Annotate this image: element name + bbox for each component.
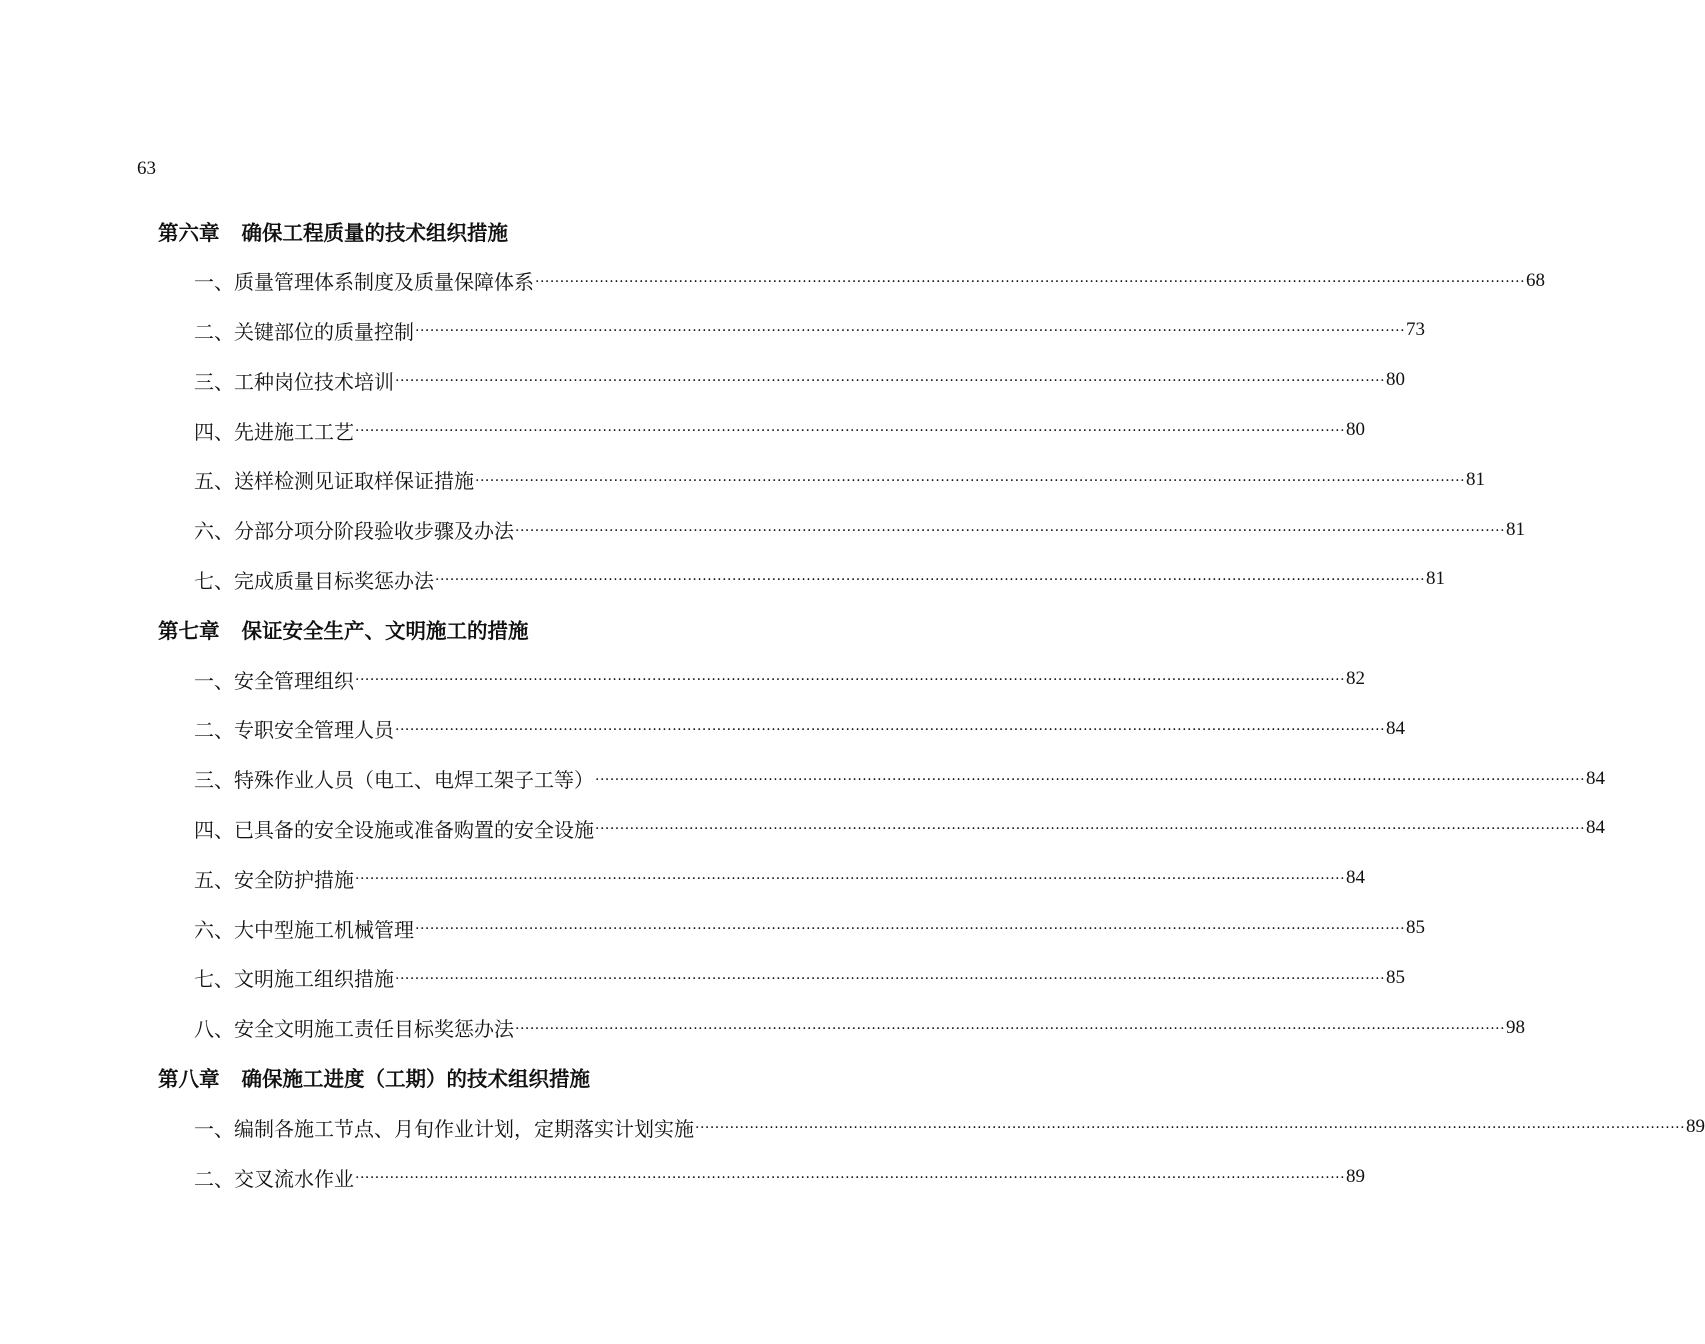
toc-entry-page: 80 — [1346, 419, 1366, 441]
toc-entry[interactable] — [158, 505, 1526, 555]
toc-entry[interactable] — [158, 654, 1366, 704]
dot-leader: ········································································································································································································ — [435, 572, 1426, 589]
toc-entry[interactable] — [158, 853, 1366, 903]
toc-entry[interactable] — [158, 355, 1406, 405]
dot-leader: ········································································································································································································ — [355, 672, 1346, 689]
dot-leader: ········································································································································································································ — [595, 771, 1586, 788]
toc-entry-label: 三、工种岗位技术培训 — [194, 369, 394, 394]
toc-entry[interactable] — [158, 256, 1546, 306]
toc-entry-label: 四、已具备的安全设施或准备购置的安全设施 — [194, 817, 594, 842]
toc-entry-label: 六、大中型施工机械管理 — [194, 917, 414, 942]
toc-entry-page: 85 — [1386, 966, 1406, 988]
chapter-heading[interactable] — [158, 1053, 820, 1103]
page-number: 63 — [137, 158, 156, 179]
toc-entry-label: 二、专职安全管理人员 — [194, 718, 394, 743]
chapter-title: 保证安全生产、文明施工的措施 — [241, 619, 529, 644]
toc-entry[interactable] — [158, 704, 1406, 754]
dot-leader: ········································································································································································································ — [355, 1170, 1346, 1187]
chapter-title: 确保施工进度（工期）的技术组织措施 — [241, 1067, 590, 1092]
dot-leader: ········································································································································································································ — [415, 921, 1406, 938]
toc-entry[interactable] — [158, 555, 1446, 605]
toc-entry[interactable] — [158, 903, 1426, 953]
toc-entry-page: 73 — [1406, 319, 1426, 341]
dot-leader: ········································································································································································································ — [415, 323, 1406, 340]
dot-leader: ········································································································································································································ — [515, 522, 1506, 539]
toc-entry[interactable] — [158, 1152, 1366, 1202]
toc-entry-page: 81 — [1426, 568, 1446, 590]
toc-entry-label: 一、编制各施工节点、月旬作业计划，定期落实计划实施 — [194, 1116, 694, 1141]
toc-entry[interactable] — [158, 953, 1406, 1003]
toc-entry-page: 84 — [1346, 867, 1366, 889]
dot-leader: ········································································································································································································ — [695, 1120, 1686, 1137]
toc-entry[interactable] — [158, 1003, 1526, 1053]
toc-entry[interactable] — [158, 306, 1426, 356]
toc-entry-page: 81 — [1466, 468, 1486, 490]
toc-entry-page: 89 — [1686, 1116, 1705, 1138]
dot-leader: ········································································································································································································ — [355, 871, 1346, 888]
chapter-number: 第七章 — [158, 619, 220, 644]
toc-entry[interactable] — [158, 1102, 1705, 1152]
toc-entry-label: 一、质量管理体系制度及质量保障体系 — [194, 270, 534, 295]
toc-entry-page: 98 — [1506, 1016, 1526, 1038]
table-of-contents — [158, 206, 1705, 1202]
toc-entry-page: 68 — [1526, 269, 1546, 291]
toc-entry[interactable] — [158, 804, 1606, 854]
dot-leader: ········································································································································································································ — [515, 1020, 1506, 1037]
chapter-heading[interactable] — [158, 206, 820, 256]
toc-entry-page: 80 — [1386, 369, 1406, 391]
chapter-heading[interactable] — [158, 604, 820, 654]
toc-entry-label: 八、安全文明施工责任目标奖惩办法 — [194, 1017, 514, 1042]
dot-leader: ········································································································································································································ — [395, 970, 1386, 987]
toc-entry[interactable] — [158, 455, 1486, 505]
toc-entry-label: 二、交叉流水作业 — [194, 1166, 354, 1191]
toc-entry-page: 84 — [1386, 717, 1406, 739]
toc-entry-label: 一、安全管理组织 — [194, 668, 354, 693]
toc-entry-label: 二、关键部位的质量控制 — [194, 319, 414, 344]
dot-leader: ········································································································································································································ — [355, 423, 1346, 440]
toc-entry-page: 85 — [1406, 917, 1426, 939]
toc-entry-label: 七、文明施工组织措施 — [194, 967, 394, 992]
dot-leader: ········································································································································································································ — [475, 472, 1466, 489]
dot-leader: ········································································································································································································ — [595, 821, 1586, 838]
toc-entry-label: 六、分部分项分阶段验收步骤及办法 — [194, 519, 514, 544]
chapter-title: 确保工程质量的技术组织措施 — [241, 220, 508, 245]
toc-entry-label: 四、先进施工工艺 — [194, 419, 354, 444]
toc-entry-label: 五、送样检测见证取样保证措施 — [194, 469, 474, 494]
dot-leader: ········································································································································································································ — [395, 721, 1386, 738]
toc-entry-label: 五、安全防护措施 — [194, 867, 354, 892]
toc-entry-page: 89 — [1346, 1166, 1366, 1188]
toc-entry-page: 81 — [1506, 518, 1526, 540]
toc-entry[interactable] — [158, 754, 1606, 804]
toc-entry-label: 三、特殊作业人员（电工、电焊工架子工等） — [194, 768, 594, 793]
toc-entry-label: 七、完成质量目标奖惩办法 — [194, 568, 434, 593]
dot-leader: ········································································································································································································ — [535, 273, 1526, 290]
chapter-number: 第八章 — [158, 1067, 220, 1092]
chapter-number: 第六章 — [158, 220, 220, 245]
dot-leader: ········································································································································································································ — [395, 373, 1386, 390]
toc-entry-page: 82 — [1346, 668, 1366, 690]
toc-entry[interactable] — [158, 405, 1366, 455]
toc-entry-page: 84 — [1586, 767, 1606, 789]
toc-entry-page: 84 — [1586, 817, 1606, 839]
